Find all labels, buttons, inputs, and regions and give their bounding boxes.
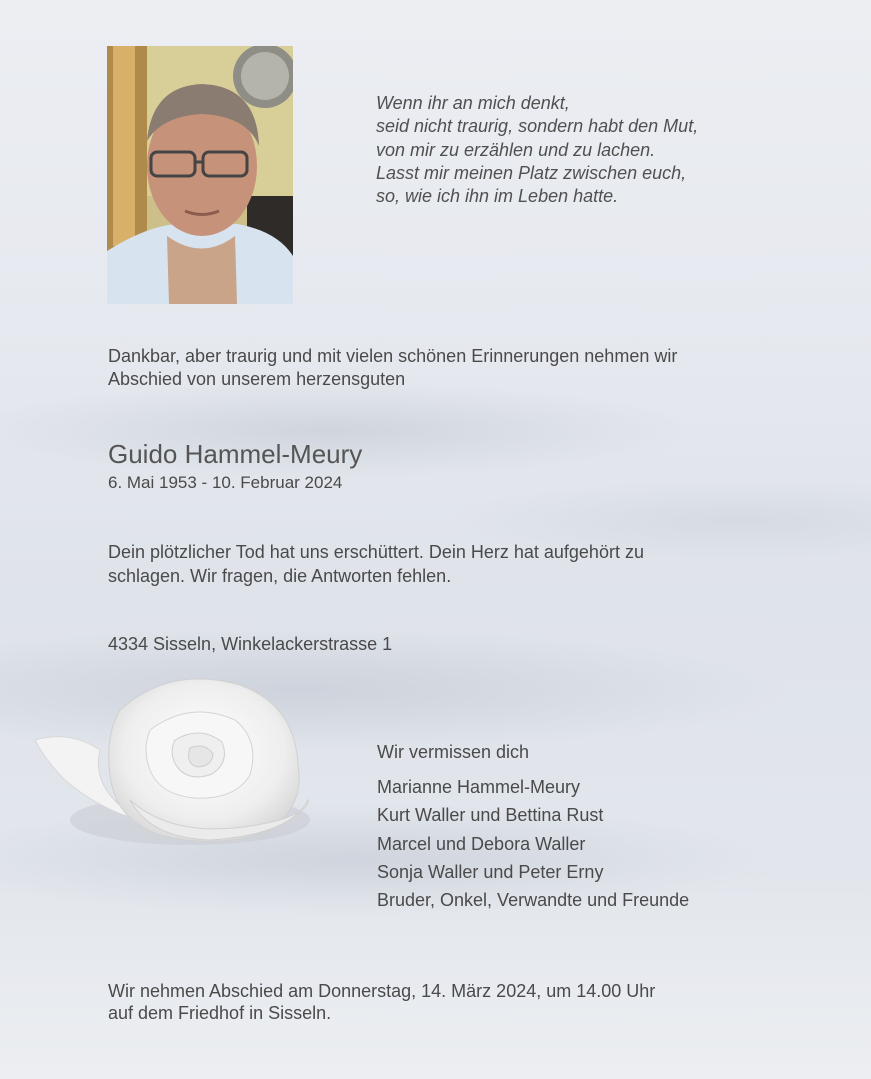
mourners-list: [377, 741, 689, 914]
mourner-name: Marcel und Debora Waller: [377, 833, 586, 854]
sorrow-line: Dein plötzlicher Tod hat uns erschüttert. Dein Herz hat aufgehört zu: [108, 542, 644, 562]
sorrow-line: schlagen. Wir fragen, die Antworten fehlen.: [108, 565, 452, 586]
mourner-name: Bruder, Onkel, Verwandte und Freunde: [377, 890, 690, 911]
intro-line: Abschied von unserem herzensguten: [108, 369, 406, 389]
sorrow-text: [108, 541, 768, 588]
mourners-heading: Wir vermissen dich: [377, 742, 530, 762]
intro-line: Dankbar, aber traurig und mit vielen schönen Erinnerungen nehmen wir: [108, 346, 678, 366]
deceased-name: Guido Hammel-Meury: [108, 439, 363, 469]
mourner-name: Marianne Hammel-Meury: [377, 777, 581, 797]
address: 4334 Sisseln, Winkelackerstrasse 1: [108, 634, 393, 654]
poem-line: von mir zu erzählen und zu lachen.: [376, 139, 656, 160]
poem-line: Wenn ihr an mich denkt,: [376, 93, 570, 113]
mourner-name: Sonja Waller und Peter Erny: [377, 861, 604, 882]
portrait-photo: [107, 46, 293, 304]
poem-line: so, wie ich ihn im Leben hatte.: [376, 186, 619, 207]
mourner-name: Kurt Waller und Bettina Rust: [377, 805, 604, 826]
farewell-text: [108, 980, 808, 1024]
intro-text: [108, 345, 808, 391]
rose-image: [30, 670, 320, 855]
poem: [376, 92, 698, 208]
farewell-line: auf dem Friedhof in Sisseln.: [108, 1003, 332, 1023]
poem-line: Lasst mir meinen Platz zwischen euch,: [376, 162, 687, 183]
poem-line: seid nicht traurig, sondern habt den Mut,: [376, 116, 699, 137]
life-dates: 6. Mai 1953 - 10. Februar 2024: [108, 473, 343, 492]
farewell-line: Wir nehmen Abschied am Donnerstag, 14. März 2024, um 14.00 Uhr: [108, 981, 656, 1001]
